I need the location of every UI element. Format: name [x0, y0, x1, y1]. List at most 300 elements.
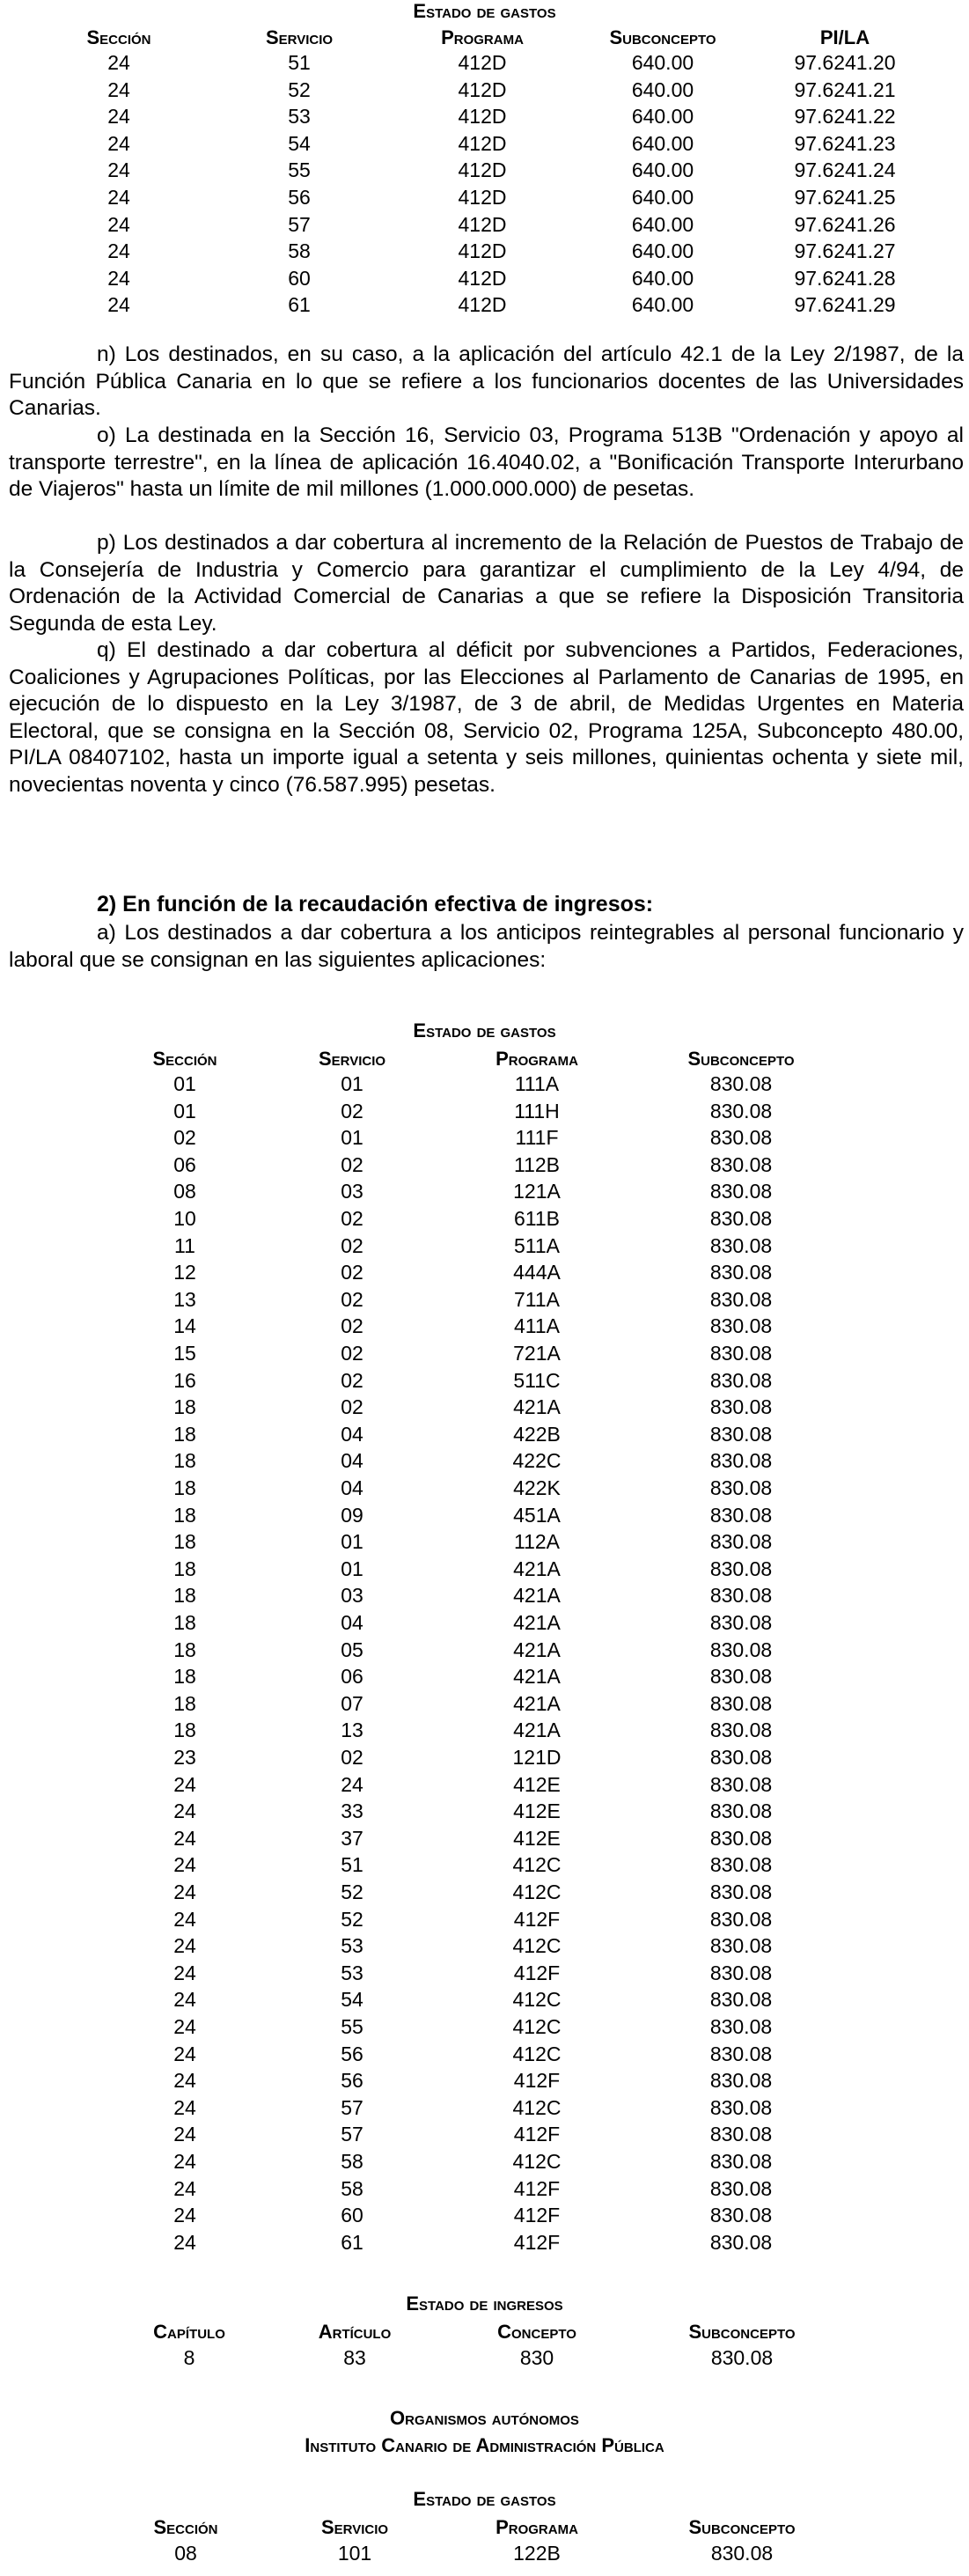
table-row [0, 51, 969, 78]
table2-cell-programa: 412F [513, 1907, 561, 1931]
table2-cell-servicio: 03 [341, 1584, 363, 1608]
table2-cell-programa: 412E [513, 1800, 561, 1823]
table2-cell-programa: 421A [513, 1584, 561, 1608]
table-row [0, 1665, 969, 1692]
table2-cell-servicio: 07 [341, 1691, 363, 1715]
table2-cell-subconcepto: 830.08 [709, 1611, 773, 1634]
table-row [0, 1692, 969, 1719]
table4-cell-servicio: 101 [337, 2542, 372, 2565]
paragraph-o: o) La destinada en la Sección 16, Servicio 03, Programa 513B "Ordenación y apoyo al transporte terrestre", en la línea de aplicación 16.4040.02, a "Bonificación Transporte Interurbano de Viajeros" hasta un límite de mil millones (1.000.000.000) de pesetas. [9, 423, 964, 501]
table-row [0, 1449, 969, 1476]
table-row [0, 267, 969, 294]
table2-cell-seccion: 16 [173, 1368, 196, 1392]
table-row [0, 1314, 969, 1342]
table1-cell-subconcepto: 640.00 [631, 105, 694, 129]
table1-cell-pi-la: 97.6241.24 [794, 158, 896, 182]
table-row [0, 78, 969, 106]
table2-cell-servicio: 06 [341, 1665, 363, 1689]
table2-cell-seccion: 10 [173, 1207, 196, 1230]
table2-cell-subconcepto: 830.08 [709, 1126, 773, 1150]
table4-col-header-seccion: Sección [153, 2516, 218, 2538]
table1-cell-pi-la: 97.6241.26 [794, 212, 896, 236]
table2-cell-subconcepto: 830.08 [709, 1449, 773, 1473]
table3-cell-capitulo: 8 [183, 2346, 195, 2369]
table2-cell-subconcepto: 830.08 [709, 2095, 773, 2119]
table1-cell-pi-la: 97.6241.25 [794, 186, 896, 209]
table4-title: Estado de gastos [413, 2488, 556, 2510]
table2-cell-seccion: 24 [173, 1961, 196, 1984]
section-2-title: 2) En función de la recaudación efectiva de ingresos: [97, 892, 654, 916]
table2-cell-servicio: 02 [341, 1746, 363, 1769]
table2-cell-servicio: 56 [341, 2069, 363, 2093]
table2-cell-programa: 112A [513, 1530, 560, 1554]
table2-cell-seccion: 24 [173, 2230, 196, 2254]
table2-cell-servicio: 04 [341, 1449, 363, 1473]
table1-cell-pi-la: 97.6241.22 [794, 105, 896, 129]
table-row [0, 1100, 969, 1127]
table2-cell-seccion: 13 [173, 1287, 196, 1311]
table2-cell-seccion: 02 [173, 1126, 196, 1150]
table1-cell-programa: 412D [458, 266, 507, 290]
table1-cell-subconcepto: 640.00 [631, 212, 694, 236]
table2-cell-seccion: 18 [173, 1422, 196, 1446]
table2-cell-servicio: 01 [341, 1557, 363, 1580]
table2-cell-subconcepto: 830.08 [709, 1638, 773, 1661]
table2-cell-subconcepto: 830.08 [709, 1368, 773, 1392]
table-row [0, 1288, 969, 1315]
table2-cell-subconcepto: 830.08 [709, 1584, 773, 1608]
table-row [0, 1504, 969, 1531]
table3-col-header-subconcepto: Subconcepto [688, 2321, 796, 2343]
table2-cell-programa: 421A [513, 1638, 561, 1661]
table2-cell-seccion: 24 [173, 2015, 196, 2038]
table2-cell-servicio: 01 [341, 1530, 363, 1554]
table2-cell-seccion: 18 [173, 1476, 196, 1499]
table2-cell-seccion: 18 [173, 1584, 196, 1608]
table2-title: Estado de gastos [413, 1019, 556, 1041]
table2-cell-subconcepto: 830.08 [709, 1691, 773, 1715]
table2-cell-seccion: 18 [173, 1719, 196, 1742]
table2-cell-servicio: 24 [341, 1772, 363, 1796]
table1-cell-seccion: 24 [107, 105, 130, 129]
table3-cell-subconcepto: 830.08 [710, 2346, 774, 2369]
table2-cell-subconcepto: 830.08 [709, 2042, 773, 2065]
table-row [0, 1423, 969, 1450]
table1-cell-subconcepto: 640.00 [631, 51, 694, 74]
table2-cell-programa: 421A [513, 1557, 561, 1580]
table-row [0, 1853, 969, 1880]
table2-cell-seccion: 18 [173, 1611, 196, 1634]
table2-cell-servicio: 02 [341, 1342, 363, 1365]
table2-cell-programa: 412C [512, 2150, 562, 2173]
table2-cell-seccion: 18 [173, 1638, 196, 1661]
table2-cell-subconcepto: 830.08 [709, 1261, 773, 1284]
table2-cell-subconcepto: 830.08 [709, 1988, 773, 2012]
table3-col-header-capitulo: Capítulo [153, 2321, 225, 2343]
table1-cell-subconcepto: 640.00 [631, 266, 694, 290]
table3-cell-articulo: 83 [343, 2346, 366, 2369]
table2-cell-programa: 421A [513, 1611, 561, 1634]
table2-cell-subconcepto: 830.08 [709, 1395, 773, 1419]
table2-cell-servicio: 02 [341, 1261, 363, 1284]
table-row [0, 2346, 969, 2374]
table2-cell-programa: 422K [513, 1476, 561, 1499]
table4-col-header-subconcepto: Subconcepto [688, 2516, 796, 2538]
table2-cell-subconcepto: 830.08 [709, 1233, 773, 1257]
table4-cell-seccion: 08 [174, 2542, 197, 2565]
table2-cell-subconcepto: 830.08 [709, 1772, 773, 1796]
table-row [0, 1584, 969, 1611]
table1-cell-servicio: 57 [288, 212, 311, 236]
table2-cell-programa: 412C [512, 2095, 562, 2119]
table1-title: Estado de gastos [413, 0, 556, 22]
table1-cell-pi-la: 97.6241.23 [794, 131, 896, 155]
table-row [0, 1557, 969, 1585]
table2-cell-programa: 421A [513, 1719, 561, 1742]
table1-cell-subconcepto: 640.00 [631, 239, 694, 263]
table1-col-header-pi-la: PI/LA [819, 26, 870, 48]
table-row [0, 1261, 969, 1288]
table2-cell-servicio: 55 [341, 2015, 363, 2038]
table1-cell-subconcepto: 640.00 [631, 186, 694, 209]
table-row [0, 2096, 969, 2123]
table2-cell-programa: 412E [513, 1826, 561, 1850]
table2-cell-seccion: 01 [173, 1099, 196, 1122]
table1-cell-servicio: 55 [288, 158, 311, 182]
table2-cell-subconcepto: 830.08 [709, 1503, 773, 1527]
table2-cell-seccion: 11 [174, 1233, 195, 1257]
table2-cell-servicio: 37 [341, 1826, 363, 1850]
table2-cell-servicio: 02 [341, 1287, 363, 1311]
table2-cell-seccion: 08 [173, 1180, 196, 1203]
table2-cell-subconcepto: 830.08 [709, 1314, 773, 1338]
table2-cell-subconcepto: 830.08 [709, 1152, 773, 1176]
table2-cell-subconcepto: 830.08 [709, 2230, 773, 2254]
table2-cell-seccion: 18 [173, 1557, 196, 1580]
table2-cell-subconcepto: 830.08 [709, 2123, 773, 2146]
table2-cell-subconcepto: 830.08 [709, 1072, 773, 1095]
table2-cell-subconcepto: 830.08 [709, 1665, 773, 1689]
table2-cell-subconcepto: 830.08 [709, 1907, 773, 1931]
table2-cell-servicio: 04 [341, 1476, 363, 1499]
table2-cell-servicio: 04 [341, 1611, 363, 1634]
table2-cell-programa: 412F [513, 2123, 561, 2146]
table2-cell-subconcepto: 830.08 [709, 1287, 773, 1311]
table2-cell-servicio: 02 [341, 1099, 363, 1122]
table-row [0, 1638, 969, 1666]
table2-cell-seccion: 24 [173, 1853, 196, 1877]
table-row [0, 1827, 969, 1854]
table2-cell-programa: 412F [513, 2204, 561, 2227]
table1-col-header-seccion: Sección [86, 26, 151, 48]
table2-cell-servicio: 56 [341, 2042, 363, 2065]
table1-col-header-programa: Programa [441, 26, 524, 48]
table2-cell-seccion: 24 [173, 2123, 196, 2146]
table-row [0, 2042, 969, 2070]
table2-cell-programa: 444A [513, 1261, 561, 1284]
table2-cell-seccion: 24 [173, 1880, 196, 1903]
table2-cell-subconcepto: 830.08 [709, 1207, 773, 1230]
table2-col-header-subconcepto: Subconcepto [687, 1048, 795, 1070]
table2-cell-subconcepto: 830.08 [709, 1961, 773, 1984]
table3-col-header-articulo: Artículo [318, 2321, 392, 2343]
table2-cell-programa: 412C [512, 2015, 562, 2038]
table-row [0, 1369, 969, 1396]
table2-cell-servicio: 02 [341, 1314, 363, 1338]
table-row [0, 1342, 969, 1369]
table2-col-header-programa: Programa [496, 1048, 578, 1070]
table2-cell-programa: 111F [515, 1126, 559, 1150]
table1-cell-seccion: 24 [107, 77, 130, 101]
table-row [0, 1207, 969, 1234]
table2-cell-programa: 121A [513, 1180, 561, 1203]
table2-cell-seccion: 18 [173, 1691, 196, 1715]
table2-cell-programa: 412C [512, 1934, 562, 1958]
table-row [0, 2204, 969, 2231]
organismos-title: Organismos autónomos [390, 2407, 579, 2429]
table2-col-header-seccion: Sección [152, 1048, 217, 1070]
table1-cell-seccion: 24 [107, 266, 130, 290]
section-2-paragraph-a: a) Los destinados a dar cobertura a los anticipos reintegrables al personal funcionario y laboral que se consignan en las siguientes aplicaciones: [9, 921, 964, 972]
table2-cell-servicio: 02 [341, 1152, 363, 1176]
paragraph-p: p) Los destinados a dar cobertura al incremento de la Relación de Puestos de Trabajo de la Consejería de Industria y Comercio para garantizar el cumplimiento de la Ley 4/94, de Ordenación de la Actividad Comercial de Canarias a que se refiere la Disposición Transitoria Segunda de esta Ley. [9, 531, 964, 636]
table2-cell-servicio: 05 [341, 1638, 363, 1661]
table2-col-header-servicio: Servicio [318, 1048, 386, 1070]
table-row [0, 158, 969, 186]
table2-cell-subconcepto: 830.08 [709, 1880, 773, 1903]
table2-cell-servicio: 57 [341, 2123, 363, 2146]
table2-cell-servicio: 02 [341, 1207, 363, 1230]
table2-cell-subconcepto: 830.08 [709, 1746, 773, 1769]
table-row [0, 293, 969, 320]
table2-cell-servicio: 57 [341, 2095, 363, 2119]
table2-cell-servicio: 58 [341, 2176, 363, 2200]
table2-cell-seccion: 24 [173, 2176, 196, 2200]
table-row [0, 1773, 969, 1800]
table2-cell-servicio: 02 [341, 1233, 363, 1257]
table2-cell-seccion: 18 [173, 1395, 196, 1419]
table2-cell-seccion: 24 [173, 1772, 196, 1796]
table2-cell-seccion: 06 [173, 1152, 196, 1176]
table-row [0, 1961, 969, 1989]
table2-cell-subconcepto: 830.08 [709, 1530, 773, 1554]
table-row [0, 1611, 969, 1638]
table2-cell-programa: 412F [513, 2069, 561, 2093]
table2-cell-subconcepto: 830.08 [709, 2204, 773, 2227]
table2-cell-programa: 721A [513, 1342, 561, 1365]
table-row [0, 1880, 969, 1908]
table-row [0, 132, 969, 159]
table1-cell-seccion: 24 [107, 212, 130, 236]
table1-cell-seccion: 24 [107, 158, 130, 182]
table2-cell-programa: 422C [512, 1449, 562, 1473]
table2-cell-servicio: 03 [341, 1180, 363, 1203]
table2-cell-servicio: 52 [341, 1880, 363, 1903]
table2-cell-seccion: 15 [173, 1342, 196, 1365]
table1-cell-pi-la: 97.6241.27 [794, 239, 896, 263]
table2-cell-seccion: 24 [173, 1988, 196, 2012]
table-row [0, 2150, 969, 2177]
table1-cell-servicio: 52 [288, 77, 311, 101]
table2-cell-seccion: 24 [173, 2069, 196, 2093]
table2-cell-programa: 412C [512, 1880, 562, 1903]
table1-cell-subconcepto: 640.00 [631, 77, 694, 101]
table2-cell-seccion: 01 [173, 1072, 196, 1095]
table2-cell-servicio: 54 [341, 1988, 363, 2012]
table-row [0, 1126, 969, 1153]
table1-cell-pi-la: 97.6241.21 [794, 77, 896, 101]
table2-cell-seccion: 24 [173, 2042, 196, 2065]
table2-cell-servicio: 02 [341, 1368, 363, 1392]
table-row [0, 1908, 969, 1935]
table2-cell-programa: 511C [513, 1368, 561, 1392]
table-row [0, 1746, 969, 1773]
paragraph-q: q) El destinado a dar cobertura al déficit por subvenciones a Partidos, Federaciones, Coaliciones y Agrupaciones Políticas, por las Elecciones al Parlamento de Canarias de 1995, en ejecución de lo dispuesto en la Ley 3/1987, de 3 de abril, de Medidas Urgentes en Materia Electoral, que se consigna en la Sección 08, Servicio 02, Programa 125A, Subconcepto 480.00, PI/LA 08407102, hasta un importe igual a setenta y seis millones, quinientas ochenta y siete mil, novecientas noventa y cinco (76.587.995) pesetas. [9, 638, 964, 797]
table2-cell-subconcepto: 830.08 [709, 1422, 773, 1446]
table1-cell-programa: 412D [458, 51, 507, 74]
table2-cell-subconcepto: 830.08 [709, 2150, 773, 2173]
table2-cell-subconcepto: 830.08 [709, 1800, 773, 1823]
table2-cell-programa: 711A [513, 1287, 560, 1311]
table-row [0, 105, 969, 132]
table2-cell-programa: 412F [513, 2230, 561, 2254]
table-row [0, 2177, 969, 2204]
table2-cell-servicio: 33 [341, 1800, 363, 1823]
table2-cell-programa: 412C [512, 1988, 562, 2012]
table2-cell-programa: 412E [513, 1772, 561, 1796]
table2-cell-programa: 411A [513, 1314, 560, 1338]
table2-cell-programa: 412F [513, 2176, 561, 2200]
table2-cell-programa: 611B [513, 1207, 560, 1230]
table2-cell-seccion: 18 [173, 1530, 196, 1554]
table-row [0, 1988, 969, 2015]
table-row [0, 2069, 969, 2096]
table2-cell-servicio: 02 [341, 1395, 363, 1419]
table-row [0, 2123, 969, 2150]
table2-cell-programa: 111A [514, 1072, 560, 1095]
table2-cell-servicio: 09 [341, 1503, 363, 1527]
table2-cell-seccion: 18 [173, 1503, 196, 1527]
table1-cell-seccion: 24 [107, 131, 130, 155]
table2-cell-servicio: 60 [341, 2204, 363, 2227]
table-row [0, 1476, 969, 1504]
table1-cell-pi-la: 97.6241.28 [794, 266, 896, 290]
table-row [0, 1530, 969, 1557]
table1-col-header-subconcepto: Subconcepto [609, 26, 716, 48]
table2-cell-subconcepto: 830.08 [709, 1180, 773, 1203]
paragraph-n: n) Los destinados, en su caso, a la aplicación del artículo 42.1 de la Ley 2/1987, de la Función Pública Canaria en lo que se refiere a los funcionarios docentes de las Universidades Canarias. [9, 342, 964, 420]
table4-cell-programa: 122B [513, 2542, 561, 2565]
table-row [0, 2542, 969, 2569]
table2-cell-servicio: 58 [341, 2150, 363, 2173]
table1-cell-servicio: 51 [288, 51, 311, 74]
table2-cell-seccion: 24 [173, 1826, 196, 1850]
table1-cell-servicio: 58 [288, 239, 311, 263]
table1-cell-programa: 412D [458, 212, 507, 236]
table-row [0, 1234, 969, 1262]
table-row [0, 213, 969, 240]
table2-cell-subconcepto: 830.08 [709, 1557, 773, 1580]
table-row [0, 186, 969, 213]
table2-cell-servicio: 52 [341, 1907, 363, 1931]
table2-cell-seccion: 24 [173, 1907, 196, 1931]
table2-cell-programa: 421A [513, 1395, 561, 1419]
table1-cell-pi-la: 97.6241.29 [794, 293, 896, 317]
table2-cell-programa: 112B [513, 1152, 560, 1176]
table2-cell-seccion: 12 [173, 1261, 196, 1284]
table2-cell-seccion: 24 [173, 2150, 196, 2173]
table2-cell-servicio: 61 [341, 2230, 363, 2254]
table1-cell-servicio: 61 [288, 293, 311, 317]
table1-cell-servicio: 53 [288, 105, 311, 129]
table4-col-header-programa: Programa [496, 2516, 578, 2538]
table2-cell-subconcepto: 830.08 [709, 2069, 773, 2093]
table2-cell-servicio: 01 [341, 1126, 363, 1150]
table-row [0, 1180, 969, 1207]
table2-cell-seccion: 24 [173, 2204, 196, 2227]
table2-cell-programa: 422B [513, 1422, 561, 1446]
table1-cell-seccion: 24 [107, 51, 130, 74]
table1-cell-subconcepto: 640.00 [631, 158, 694, 182]
table-row [0, 2231, 969, 2258]
table4-cell-subconcepto: 830.08 [710, 2542, 774, 2565]
table2-cell-programa: 121D [512, 1746, 562, 1769]
table1-cell-programa: 412D [458, 158, 507, 182]
table-row [0, 1072, 969, 1100]
table1-cell-programa: 412D [458, 77, 507, 101]
table-row [0, 2015, 969, 2042]
table2-cell-servicio: 13 [341, 1719, 363, 1742]
table1-cell-pi-la: 97.6241.20 [794, 51, 896, 74]
table2-cell-subconcepto: 830.08 [709, 2176, 773, 2200]
table1-cell-seccion: 24 [107, 239, 130, 263]
table2-cell-servicio: 53 [341, 1961, 363, 1984]
table2-cell-servicio: 04 [341, 1422, 363, 1446]
table2-cell-programa: 412C [512, 2042, 562, 2065]
table2-cell-subconcepto: 830.08 [709, 1099, 773, 1122]
table2-cell-subconcepto: 830.08 [709, 1853, 773, 1877]
table2-cell-subconcepto: 830.08 [709, 2015, 773, 2038]
organismos-subtitle: Instituto Canario de Administración Pública [305, 2434, 664, 2456]
table1-cell-servicio: 60 [288, 266, 311, 290]
table1-cell-seccion: 24 [107, 186, 130, 209]
table2-cell-subconcepto: 830.08 [709, 1826, 773, 1850]
table1-cell-programa: 412D [458, 186, 507, 209]
table1-cell-seccion: 24 [107, 293, 130, 317]
table1-cell-servicio: 56 [288, 186, 311, 209]
table-row [0, 1934, 969, 1961]
table3-col-header-concepto: Concepto [497, 2321, 576, 2343]
table2-cell-subconcepto: 830.08 [709, 1476, 773, 1499]
table1-col-header-servicio: Servicio [265, 26, 334, 48]
table2-cell-seccion: 18 [173, 1665, 196, 1689]
table1-cell-subconcepto: 640.00 [631, 131, 694, 155]
table3-title: Estado de ingresos [406, 2293, 563, 2315]
table2-cell-seccion: 24 [173, 2095, 196, 2119]
table1-cell-programa: 412D [458, 293, 507, 317]
table2-cell-seccion: 23 [173, 1746, 196, 1769]
table-row [0, 1153, 969, 1181]
table2-cell-subconcepto: 830.08 [709, 1719, 773, 1742]
table-row [0, 239, 969, 267]
table3-cell-concepto: 830 [519, 2346, 554, 2369]
table2-cell-subconcepto: 830.08 [709, 1342, 773, 1365]
table-row [0, 1800, 969, 1827]
table2-cell-programa: 412C [512, 1853, 562, 1877]
table2-cell-programa: 111H [514, 1099, 560, 1122]
table2-cell-seccion: 14 [173, 1314, 196, 1338]
table2-cell-servicio: 01 [341, 1072, 363, 1095]
